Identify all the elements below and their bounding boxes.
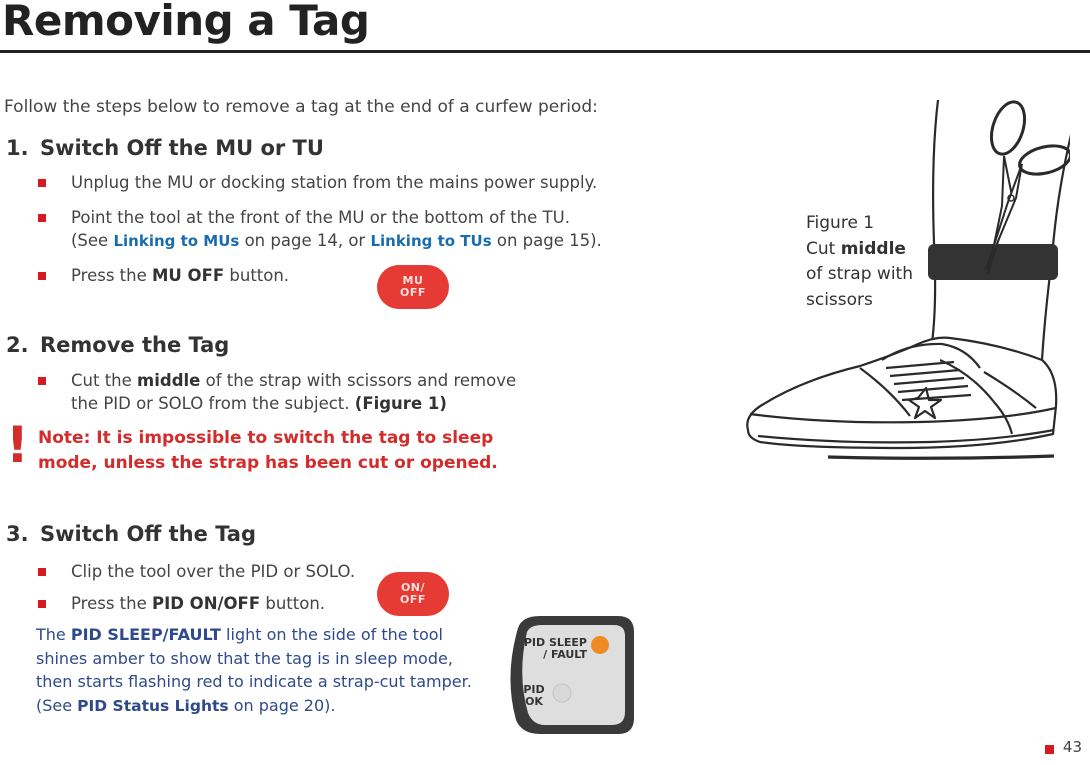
step-3-heading — [6, 522, 256, 546]
page-title: Removing a Tag — [2, 0, 370, 45]
bullet-text: Unplug the MU or docking station from the mains power supply. — [71, 173, 598, 192]
step-2-bullet-1: Cut the middle of the strap with scissors and remove the PID or SOLO from the subject. (Figure 1) — [71, 369, 516, 415]
step-3-bullet-2: Press the PID ON/OFF button. — [71, 592, 325, 615]
shoe-icon — [747, 338, 1056, 459]
mu-off-button[interactable]: MU OFF — [377, 265, 449, 309]
bullet-square-icon — [38, 377, 46, 385]
mu-off-label: MU OFF — [152, 266, 225, 285]
on-off-button[interactable]: ON/ OFF — [377, 572, 449, 616]
page-number-marker-icon — [1045, 745, 1054, 754]
step-2-heading — [6, 333, 229, 357]
bullet-square-icon — [38, 568, 46, 576]
tool-panel-illustration — [500, 612, 640, 740]
link-linking-to-tus[interactable]: Linking to TUs — [370, 232, 492, 250]
page-number: 43 — [1062, 738, 1082, 756]
step-1-number: 1. — [6, 136, 29, 160]
bullet-text: Point the tool at the front of the MU or the bottom of the TU. — [71, 208, 570, 227]
step-2-number: 2. — [6, 333, 29, 357]
note-text: Note: It is impossible to switch the tag to sleep mode, unless the strap has been cut or opened. — [38, 428, 498, 473]
step-3-number: 3. — [6, 522, 29, 546]
step-1-title: Switch Off the MU or TU — [40, 136, 324, 160]
step-3-bullet-1: Clip the tool over the PID or SOLO. — [71, 560, 355, 583]
step-3-title: Switch Off the Tag — [40, 522, 257, 546]
bullet-square-icon — [38, 272, 46, 280]
bullet-square-icon — [38, 214, 46, 222]
figure-1-caption: Figure 1 Cut middle of strap with scissors — [806, 213, 913, 310]
step-2-title: Remove the Tag — [40, 333, 230, 357]
intro-text: Follow the steps below to remove a tag at the end of a curfew period: — [4, 97, 598, 117]
link-linking-to-mus[interactable]: Linking to MUs — [113, 232, 240, 250]
step-1-bullet-1 — [71, 171, 597, 194]
figure-reference: (Figure 1) — [354, 394, 447, 413]
sleep-fault-label: PID SLEEP / FAULT — [523, 636, 587, 661]
step-1-bullet-2 — [71, 206, 602, 253]
bullet-square-icon — [38, 179, 46, 187]
link-pid-status-lights[interactable]: PID Status Lights — [77, 696, 229, 715]
title-rule — [0, 50, 1090, 53]
bullet-square-icon — [38, 600, 46, 608]
sleep-fault-paragraph: The PID SLEEP/FAULT light on the side of the tool shines amber to show that the tag is in sleep mode, then starts flashing red to indicate a strap-cut tamper. (See PID Status Lights on page 20). — [36, 625, 472, 715]
warning-icon: ! — [6, 416, 29, 474]
pid-on-off-label: PID ON/OFF — [152, 594, 261, 613]
bullet-see-line: (See Linking to MUs on page 14, or Linking to TUs on page 15). — [71, 231, 602, 250]
step-1-heading — [6, 136, 324, 160]
step-1-bullet-3: Press the MU OFF button. — [71, 264, 289, 287]
ok-led — [553, 684, 571, 702]
sleep-fault-led — [591, 636, 609, 654]
pid-ok-label: PID OK — [523, 683, 545, 708]
